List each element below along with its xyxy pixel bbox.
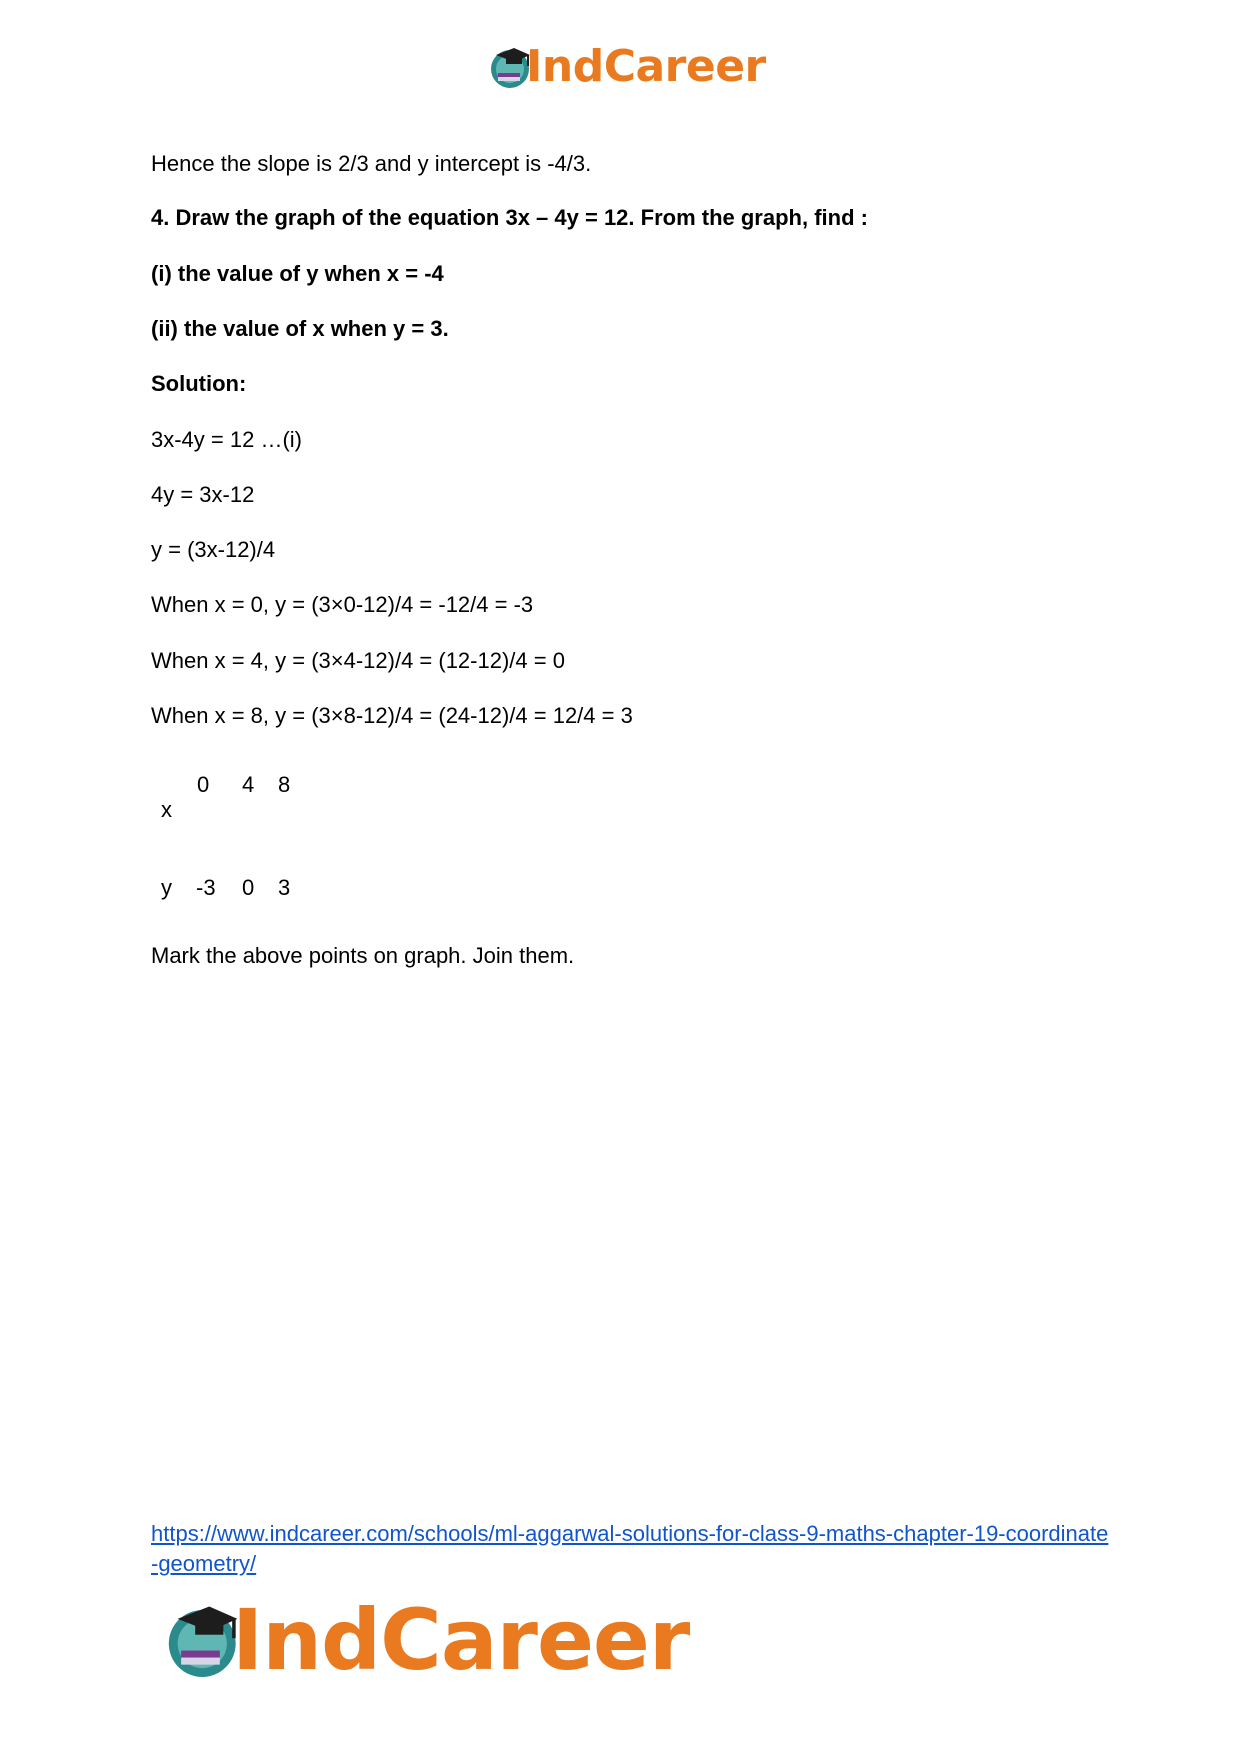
equation-line: y = (3x-12)/4 <box>151 537 276 562</box>
calculation-step: When x = 4, y = (3×4-12)/4 = (12-12)/4 = 0 <box>151 648 565 673</box>
table-y-value: 3 <box>278 875 291 900</box>
footer-logo <box>160 1585 720 1695</box>
table-x-value: 4 <box>242 772 255 797</box>
header-logo <box>486 40 766 94</box>
table-x-value: 8 <box>278 772 291 797</box>
closing-instruction: Mark the above points on graph. Join them. <box>151 943 575 968</box>
question-part-ii: (ii) the value of x when y = 3. <box>151 316 449 341</box>
table-y-value: 0 <box>242 875 255 900</box>
table-x-label: x <box>161 797 172 822</box>
footer-source-link[interactable]: https://www.indcareer.com/schools/ml-aggarwal-solutions-for-class-9-maths-chapter-19-coordinate-geometry/ <box>151 1521 1109 1576</box>
equation-line: 3x-4y = 12 …(i) <box>151 427 302 452</box>
equation-line: 4y = 3x-12 <box>151 482 255 507</box>
calculation-step: When x = 0, y = (3×0-12)/4 = -12/4 = -3 <box>151 592 534 617</box>
table-x-value: 0 <box>197 772 210 797</box>
logo-wordmark: IndCareer <box>232 1591 690 1689</box>
solution-label: Solution: <box>151 371 247 396</box>
question-part-i: (i) the value of y when x = -4 <box>151 261 444 286</box>
table-y-value: -3 <box>196 875 216 900</box>
slope-result-text: Hence the slope is 2/3 and y intercept is -4/3. <box>151 151 592 176</box>
logo-wordmark: IndCareer <box>526 41 766 92</box>
calculation-step: When x = 8, y = (3×8-12)/4 = (24-12)/4 = 12/4 = 3 <box>151 703 633 728</box>
question-heading: 4. Draw the graph of the equation 3x – 4y = 12. From the graph, find : <box>151 205 868 230</box>
table-y-label: y <box>161 875 172 900</box>
